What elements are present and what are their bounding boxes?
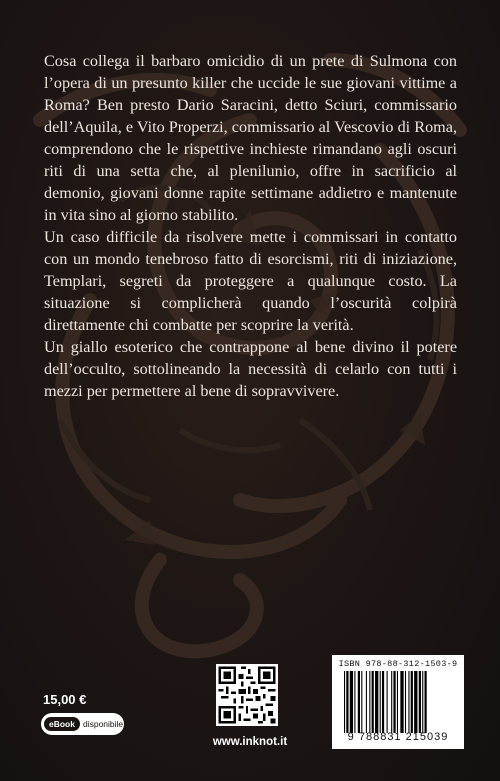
barcode-stripe (354, 671, 355, 733)
barcode-icon (344, 671, 456, 733)
barcode-stripe (411, 671, 413, 733)
ean-number: 9 788831 215039 (347, 731, 449, 743)
barcode-stripe (382, 671, 384, 733)
ebook-label: eBook (44, 717, 80, 731)
synopsis-paragraph: Un caso difficile da risolvere mette i commissari in contatto con un mondo tenebroso fatto di esorcismi, riti di iniziazione, Templari, segreti da proteggere a qualunque costo. La situazione si complicherà quando l’oscurità colpirà direttamente chi combatte per scoprire la verità. (44, 228, 457, 334)
synopsis-paragraph: Cosa collega il barbaro omicidio di un prete di Sulmona con l’opera di un presunto killer che uccide le sue giovani vittime a Roma? Ben presto Dario Saracini, detto Sciuri, commissario dell’Aquila, e Vito Properzi, commissario al Vescovio di Roma, comprendono che le rispettive inchieste rimandano agli oscuri riti di una setta che, al plenilunio, offre in sacrificio al demonio, giovani donne rapite settimane addietro e mantenute in vita sino al giorno stabilito. (44, 52, 457, 224)
barcode-stripe (358, 671, 360, 733)
qr-code-icon (216, 664, 278, 726)
ebook-badge (41, 713, 124, 735)
barcode-stripe (380, 671, 381, 733)
barcode-stripe (405, 671, 406, 733)
website-link[interactable]: www.inknot.it (212, 736, 288, 748)
barcode-stripe (344, 671, 345, 733)
barcode-stripe (419, 671, 421, 733)
barcode-stripe (397, 671, 398, 733)
barcode-stripe (391, 671, 392, 733)
barcode-stripe (422, 671, 423, 733)
isbn-label: ISBN 978-88-312-1503-9 (338, 659, 458, 669)
barcode-stripe (387, 671, 388, 733)
synopsis-text (44, 50, 457, 402)
barcode-stripe (346, 671, 348, 733)
price-label: 15,00 € (43, 692, 87, 707)
barcode-stripe (393, 671, 395, 733)
barcode-stripe (414, 671, 417, 733)
barcode-stripe (366, 671, 367, 733)
barcode-stripe (408, 671, 409, 733)
barcode-stripe (372, 671, 374, 733)
barcode-stripe (400, 671, 403, 733)
barcode-stripe (369, 671, 370, 733)
barcode-stripe (350, 671, 353, 733)
barcode-stripe (361, 671, 362, 733)
synopsis-paragraph: Un giallo esoterico che contrappone al bene divino il potere dell’occulto, sottolineando la necessità di celarlo con tutti i mezzi per permettere al bene di sopravvivere. (44, 338, 457, 400)
ebook-availability: disponibile (82, 719, 124, 729)
barcode-stripe (425, 671, 427, 733)
isbn-barcode (332, 655, 464, 749)
barcode-stripe (375, 671, 378, 733)
